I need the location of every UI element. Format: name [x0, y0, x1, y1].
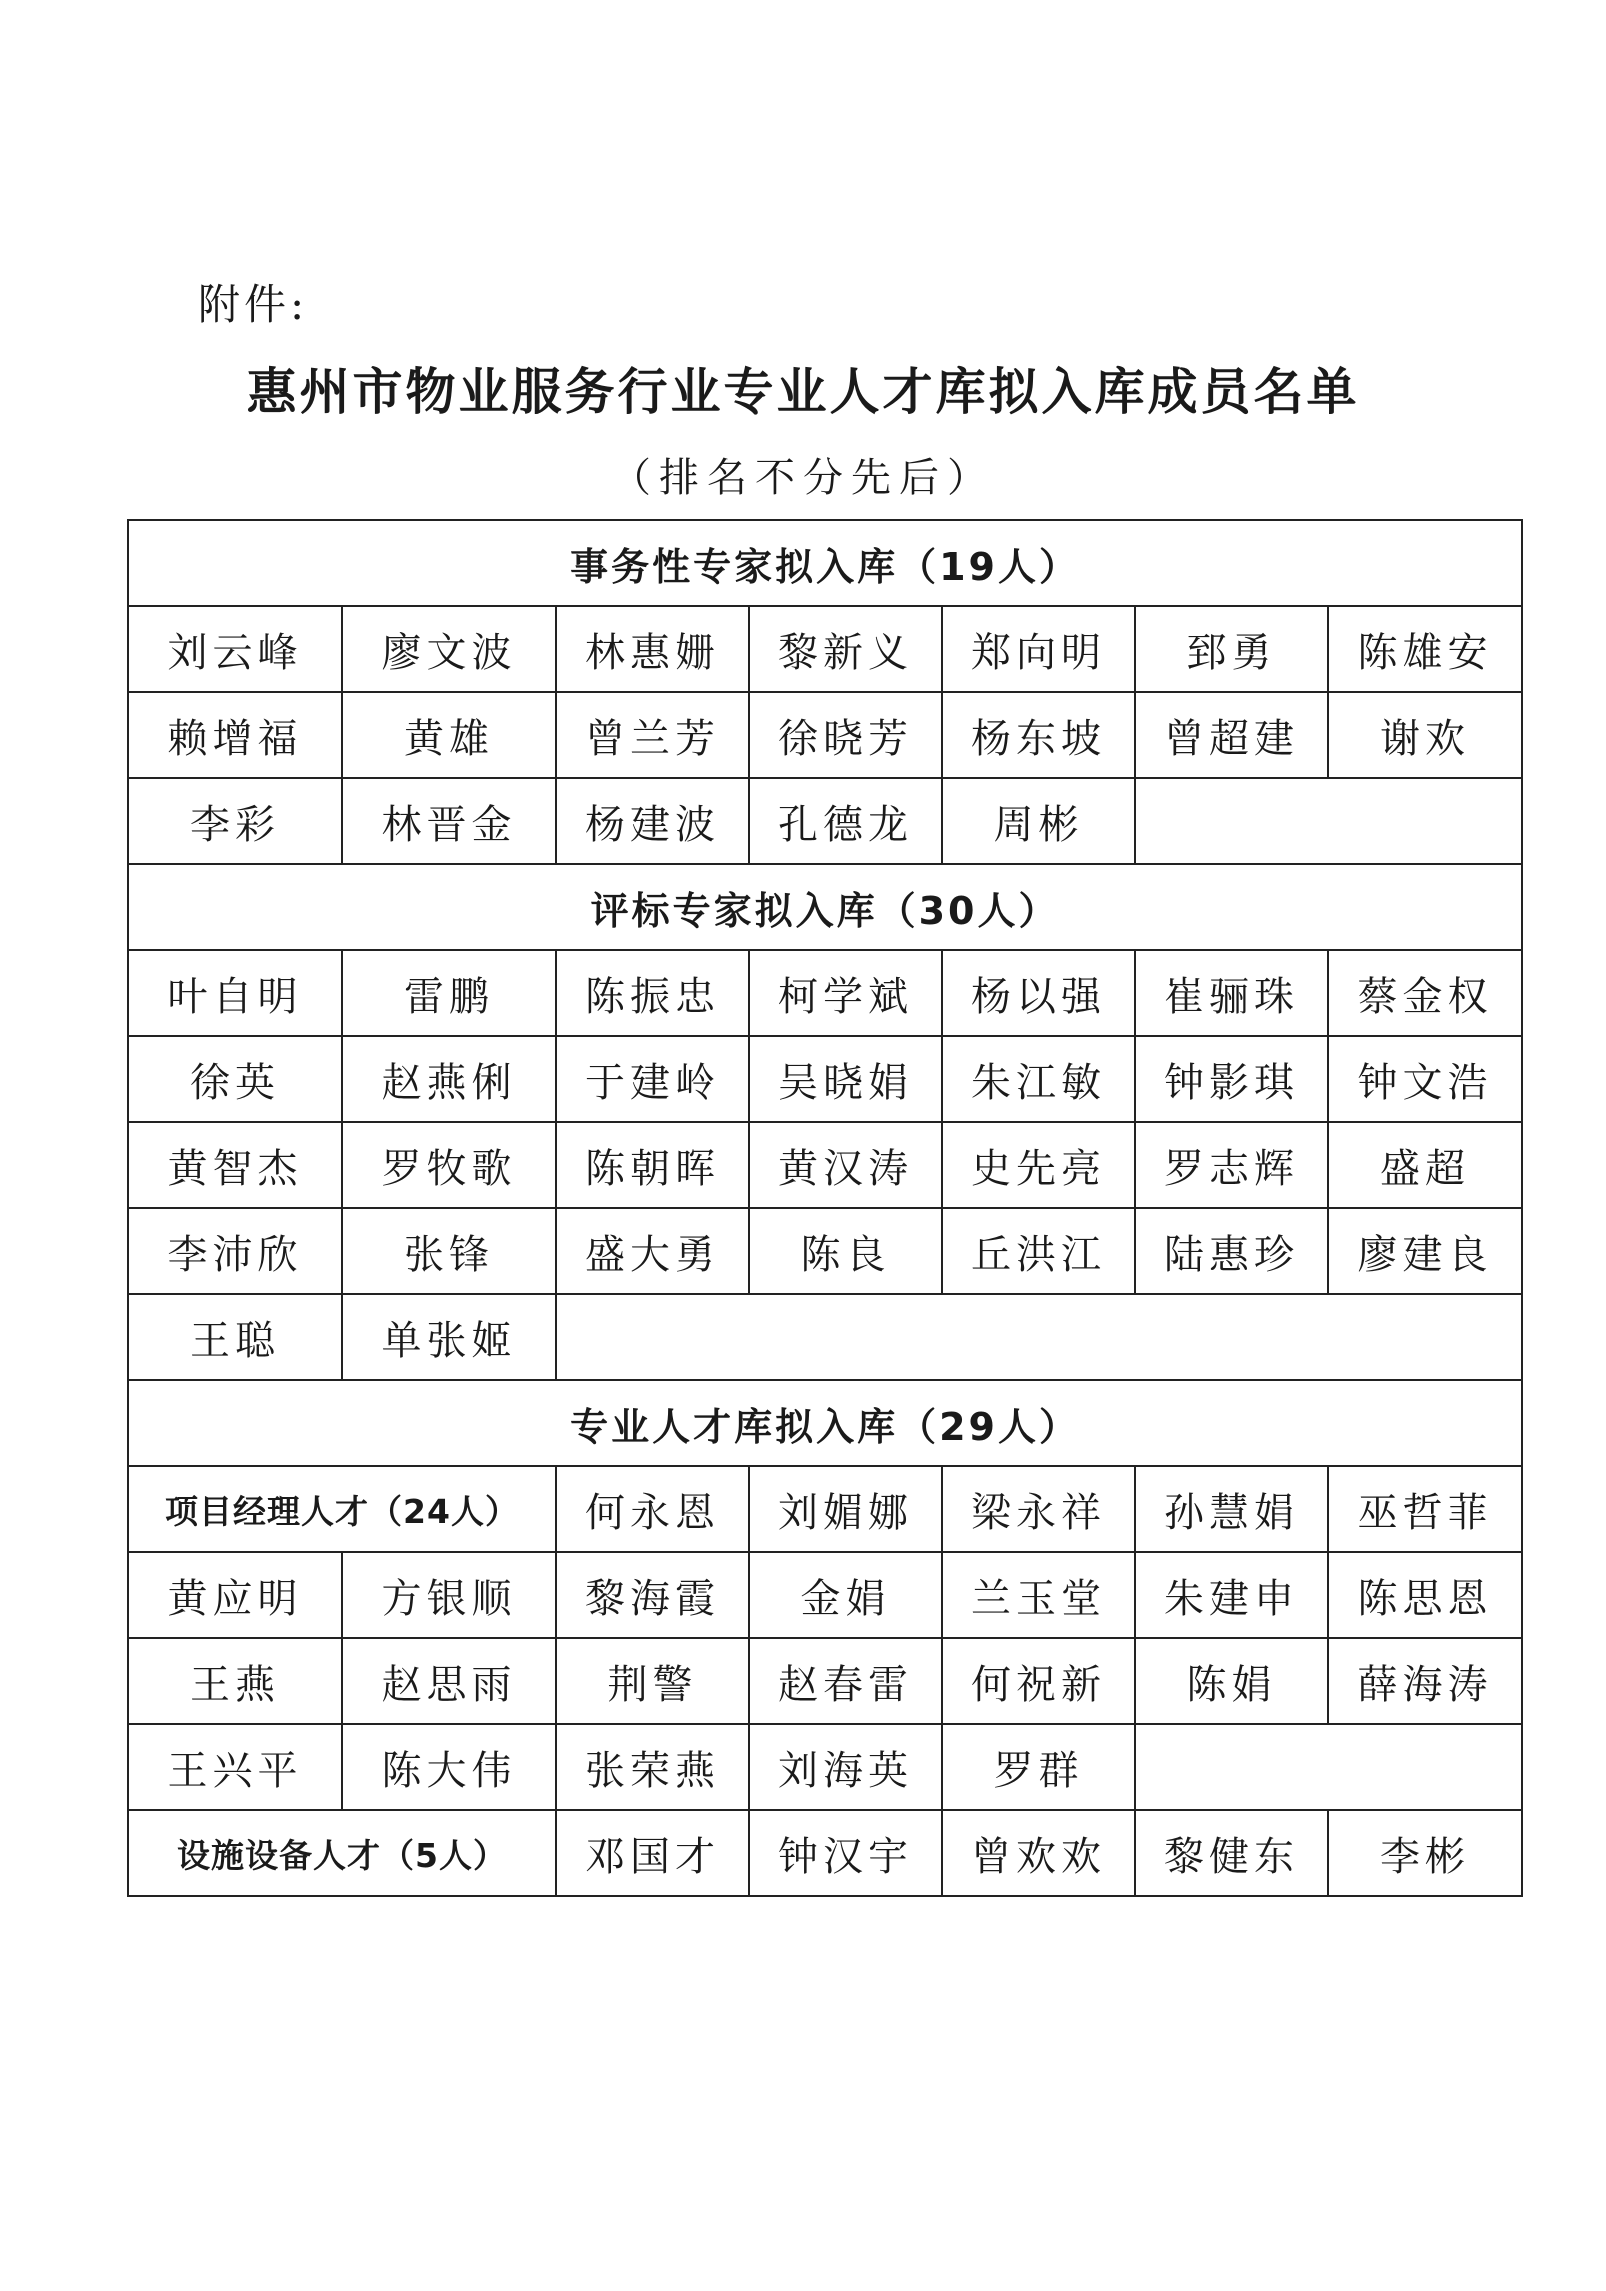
name-cell: 黄应明 — [128, 1552, 342, 1638]
section-header-row — [128, 520, 1522, 606]
name-cell: 林晋金 — [342, 778, 556, 864]
name-cell: 刘媚娜 — [749, 1466, 942, 1552]
name-cell: 单张姬 — [342, 1294, 556, 1380]
name-cell: 梁永祥 — [942, 1466, 1135, 1552]
name-cell: 赵春雷 — [749, 1638, 942, 1724]
name-cell: 于建岭 — [556, 1036, 749, 1122]
section-header-row — [128, 864, 1522, 950]
name-cell: 金娟 — [749, 1552, 942, 1638]
name-cell: 张荣燕 — [556, 1724, 749, 1810]
page-title: 惠州市物业服务行业专业人才库拟入库成员名单 — [246, 363, 1360, 421]
name-cell: 曾欢欢 — [942, 1810, 1135, 1896]
page-subtitle: （排名不分先后） — [611, 455, 995, 501]
roster-table — [127, 519, 1523, 1897]
name-cell: 陈娟 — [1135, 1638, 1328, 1724]
section-heading-professional: 专业人才库拟入库（29人） — [128, 1380, 1522, 1466]
name-cell: 郑向明 — [942, 606, 1135, 692]
name-cell: 曾超建 — [1135, 692, 1328, 778]
table-row — [128, 1552, 1522, 1638]
name-cell: 孔德龙 — [749, 778, 942, 864]
attachment-label: 附件: — [198, 280, 309, 329]
name-cell: 方银顺 — [342, 1552, 556, 1638]
table-row — [128, 950, 1522, 1036]
name-cell: 黄雄 — [342, 692, 556, 778]
name-cell: 郅勇 — [1135, 606, 1328, 692]
table-row — [128, 1466, 1522, 1552]
name-cell: 钟文浩 — [1328, 1036, 1522, 1122]
name-cell: 王聪 — [128, 1294, 342, 1380]
name-cell: 叶自明 — [128, 950, 342, 1036]
table-row — [128, 1208, 1522, 1294]
name-cell: 曾兰芳 — [556, 692, 749, 778]
name-cell: 荆警 — [556, 1638, 749, 1724]
name-cell: 孙慧娟 — [1135, 1466, 1328, 1552]
name-cell: 盛超 — [1328, 1122, 1522, 1208]
name-cell: 周彬 — [942, 778, 1135, 864]
section-header-row — [128, 1380, 1522, 1466]
name-cell: 陆惠珍 — [1135, 1208, 1328, 1294]
table-row — [128, 606, 1522, 692]
table-row — [128, 1122, 1522, 1208]
name-cell: 张锋 — [342, 1208, 556, 1294]
section-heading-affairs: 事务性专家拟入库（19人） — [128, 520, 1522, 606]
name-cell: 杨以强 — [942, 950, 1135, 1036]
subcategory-label-facility: 设施设备人才（5人） — [128, 1810, 556, 1896]
section-heading-bid: 评标专家拟入库（30人） — [128, 864, 1522, 950]
name-cell: 朱建申 — [1135, 1552, 1328, 1638]
name-cell: 徐晓芳 — [749, 692, 942, 778]
table-row — [128, 1036, 1522, 1122]
name-cell: 罗牧歌 — [342, 1122, 556, 1208]
name-cell: 王兴平 — [128, 1724, 342, 1810]
name-cell: 雷鹏 — [342, 950, 556, 1036]
name-cell: 徐英 — [128, 1036, 342, 1122]
name-cell: 蔡金权 — [1328, 950, 1522, 1036]
name-cell: 薛海涛 — [1328, 1638, 1522, 1724]
name-cell: 杨东坡 — [942, 692, 1135, 778]
name-cell: 罗志辉 — [1135, 1122, 1328, 1208]
name-cell: 史先亮 — [942, 1122, 1135, 1208]
name-cell: 邓国才 — [556, 1810, 749, 1896]
name-cell: 黎海霞 — [556, 1552, 749, 1638]
name-cell: 崔骊珠 — [1135, 950, 1328, 1036]
name-cell: 兰玉堂 — [942, 1552, 1135, 1638]
name-cell: 陈大伟 — [342, 1724, 556, 1810]
table-row — [128, 692, 1522, 778]
name-cell: 朱江敏 — [942, 1036, 1135, 1122]
name-cell: 刘海英 — [749, 1724, 942, 1810]
name-cell: 吴晓娟 — [749, 1036, 942, 1122]
name-cell: 陈朝晖 — [556, 1122, 749, 1208]
name-cell: 赖增福 — [128, 692, 342, 778]
table-row — [128, 778, 1522, 864]
name-cell: 钟影琪 — [1135, 1036, 1328, 1122]
name-cell: 廖文波 — [342, 606, 556, 692]
table-row — [128, 1294, 1522, 1380]
empty-cell — [1135, 778, 1522, 864]
name-cell: 黄智杰 — [128, 1122, 342, 1208]
name-cell: 陈振忠 — [556, 950, 749, 1036]
name-cell: 柯学斌 — [749, 950, 942, 1036]
name-cell: 罗群 — [942, 1724, 1135, 1810]
name-cell: 李沛欣 — [128, 1208, 342, 1294]
subcategory-label-pm: 项目经理人才（24人） — [128, 1466, 556, 1552]
table-row — [128, 1810, 1522, 1896]
name-cell: 陈雄安 — [1328, 606, 1522, 692]
name-cell: 廖建良 — [1328, 1208, 1522, 1294]
name-cell: 钟汉宇 — [749, 1810, 942, 1896]
table-row — [128, 1724, 1522, 1810]
empty-cell — [556, 1294, 1522, 1380]
name-cell: 杨建波 — [556, 778, 749, 864]
name-cell: 李彩 — [128, 778, 342, 864]
name-cell: 赵思雨 — [342, 1638, 556, 1724]
name-cell: 王燕 — [128, 1638, 342, 1724]
name-cell: 陈良 — [749, 1208, 942, 1294]
name-cell: 陈思恩 — [1328, 1552, 1522, 1638]
name-cell: 李彬 — [1328, 1810, 1522, 1896]
name-cell: 赵燕俐 — [342, 1036, 556, 1122]
empty-cell — [1135, 1724, 1522, 1810]
name-cell: 何永恩 — [556, 1466, 749, 1552]
name-cell: 盛大勇 — [556, 1208, 749, 1294]
name-cell: 黎健东 — [1135, 1810, 1328, 1896]
table-row — [128, 1638, 1522, 1724]
name-cell: 黄汉涛 — [749, 1122, 942, 1208]
name-cell: 谢欢 — [1328, 692, 1522, 778]
name-cell: 丘洪江 — [942, 1208, 1135, 1294]
name-cell: 刘云峰 — [128, 606, 342, 692]
name-cell: 林惠姗 — [556, 606, 749, 692]
name-cell: 巫哲菲 — [1328, 1466, 1522, 1552]
name-cell: 黎新义 — [749, 606, 942, 692]
name-cell: 何祝新 — [942, 1638, 1135, 1724]
